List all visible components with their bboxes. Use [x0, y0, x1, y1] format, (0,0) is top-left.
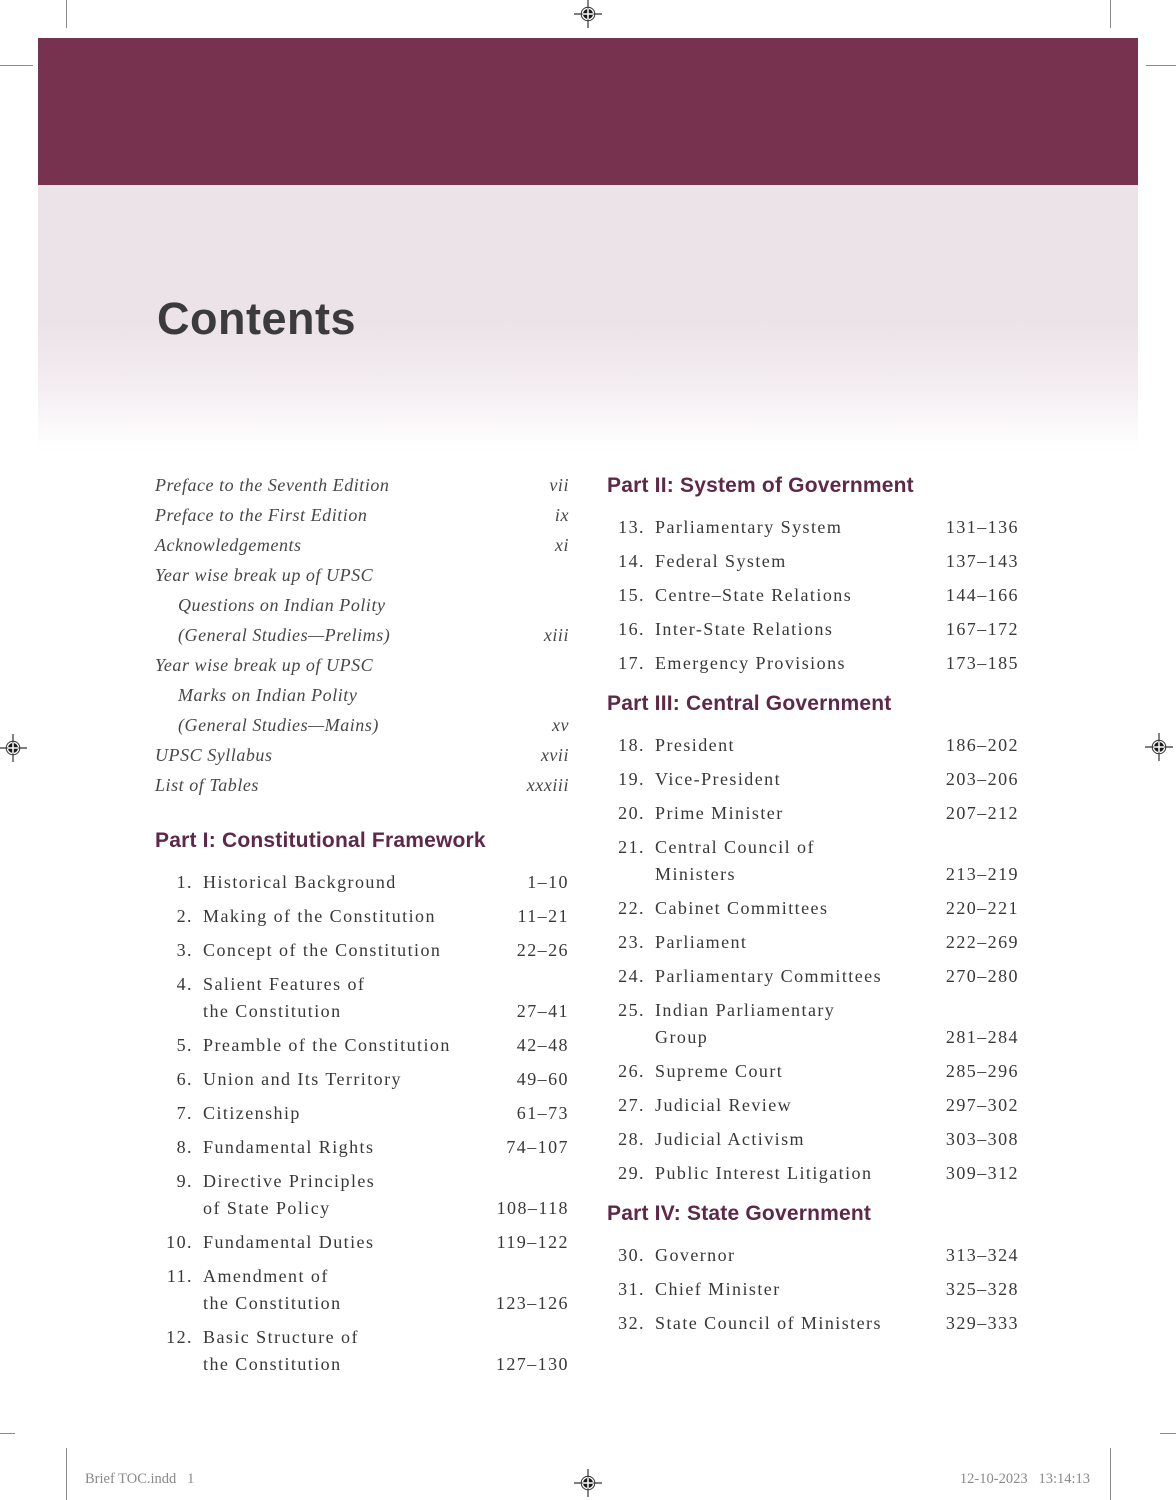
chapter-page-range: 186–202 — [945, 735, 1019, 755]
chapter-title — [203, 937, 517, 964]
registration-mark-icon — [1145, 733, 1173, 761]
chapter-page-range: 325–328 — [945, 1279, 1019, 1299]
toc-entry — [607, 1058, 1019, 1085]
chapter-title — [203, 1229, 497, 1256]
front-matter-line: Preface to the First Edition — [155, 505, 368, 525]
front-matter-page-number: xi — [554, 535, 569, 555]
chapter-number: 25. — [618, 1000, 645, 1020]
front-matter-item — [155, 650, 569, 740]
page-title: Contents — [157, 293, 356, 344]
crop-mark — [0, 1433, 15, 1434]
chapter-title-line: Governor — [655, 1245, 736, 1265]
chapter-title-line: Parliament — [655, 932, 748, 952]
chapter-number: 2. — [176, 906, 193, 926]
front-matter-page-number: xiii — [543, 625, 569, 645]
toc-entry — [155, 1229, 569, 1256]
chapter-title-line: Supreme Court — [655, 1061, 784, 1081]
front-matter-item — [155, 740, 569, 770]
chapter-title-line: Fundamental Duties — [203, 1232, 375, 1252]
toc-entry — [155, 1032, 569, 1059]
chapter-number: 19. — [618, 769, 645, 789]
chapter-number: 20. — [618, 803, 645, 823]
chapter-page-range: 137–143 — [945, 551, 1019, 571]
chapter-page-range: 203–206 — [945, 769, 1019, 789]
front-matter-item — [155, 530, 569, 560]
toc-entry — [155, 903, 569, 930]
chapter-title-line: of State Policy — [203, 1198, 331, 1218]
front-matter-title — [155, 740, 541, 770]
chapter-page-range: 222–269 — [945, 932, 1019, 952]
part-heading: Part III: Central Government — [607, 692, 892, 715]
chapter-title — [203, 1032, 517, 1059]
chapter-page-range: 303–308 — [945, 1129, 1019, 1149]
toc-entry — [607, 514, 1019, 541]
front-matter-section — [155, 470, 569, 800]
toc-entry — [607, 650, 1019, 677]
chapter-page-range: 61–73 — [516, 1103, 569, 1123]
chapter-number: 13. — [618, 517, 645, 537]
chapter-title — [655, 732, 946, 759]
front-matter-line: (General Studies—Mains) — [178, 715, 379, 735]
toc-entry — [607, 616, 1019, 643]
chapter-number: 11. — [166, 1266, 193, 1286]
chapter-title — [655, 997, 946, 1051]
front-matter-line: Year wise break up of UPSC — [155, 565, 374, 585]
chapter-title — [655, 1310, 946, 1337]
chapter-title — [203, 1100, 517, 1127]
toc-column-right — [607, 470, 1019, 1344]
chapter-title — [655, 766, 946, 793]
chapter-number: 30. — [618, 1245, 645, 1265]
chapter-title-line: the Constitution — [203, 1293, 342, 1313]
chapter-title-line: Judicial Review — [655, 1095, 793, 1115]
chapter-number: 23. — [618, 932, 645, 952]
footer-timestamp: 12-10-2023 13:14:13 — [959, 1471, 1090, 1487]
chapter-title-line: Union and Its Territory — [203, 1069, 402, 1089]
chapter-page-range: 123–126 — [495, 1293, 569, 1313]
chapter-title-line: Vice-President — [655, 769, 782, 789]
chapter-title — [655, 1058, 946, 1085]
toc-entry — [607, 1092, 1019, 1119]
chapter-title — [655, 1242, 946, 1269]
chapter-page-range: 1–10 — [527, 872, 569, 892]
crop-mark — [66, 0, 67, 28]
front-matter-title — [155, 560, 544, 650]
part-heading: Part IV: State Government — [607, 1202, 872, 1225]
front-matter-item — [155, 470, 569, 500]
chapter-title-line: the Constitution — [203, 1354, 342, 1374]
chapter-title — [203, 1263, 496, 1317]
chapter-page-range: 11–21 — [517, 906, 569, 926]
chapter-title-line: Indian Parliamentary — [655, 1000, 836, 1020]
registration-mark-icon — [574, 0, 602, 28]
chapter-page-range: 220–221 — [945, 898, 1019, 918]
chapter-number: 4. — [176, 974, 193, 994]
toc-entry — [607, 548, 1019, 575]
chapter-title — [655, 1276, 946, 1303]
chapter-title — [655, 1126, 946, 1153]
toc-entry — [155, 971, 569, 1025]
chapter-number: 10. — [166, 1232, 193, 1252]
chapter-title-line: Chief Minister — [655, 1279, 781, 1299]
chapter-title — [203, 869, 527, 896]
chapter-title — [203, 1066, 517, 1093]
chapter-title-line: Salient Features of — [203, 974, 366, 994]
toc-entry — [607, 929, 1019, 956]
chapter-title — [655, 834, 946, 888]
chapter-title — [655, 582, 946, 609]
chapter-title-line: Parliamentary System — [655, 517, 843, 537]
toc-column-left — [155, 470, 569, 1385]
chapter-title — [655, 895, 946, 922]
front-matter-item — [155, 560, 569, 650]
chapter-number: 28. — [618, 1129, 645, 1149]
front-matter-item — [155, 500, 569, 530]
chapter-page-range: 329–333 — [945, 1313, 1019, 1333]
chapter-title-line: Parliamentary Committees — [655, 966, 883, 986]
chapter-number: 3. — [176, 940, 193, 960]
chapter-title — [655, 616, 946, 643]
front-matter-title — [155, 530, 555, 560]
chapter-title — [203, 1134, 506, 1161]
chapter-title — [655, 1092, 946, 1119]
chapter-number: 9. — [176, 1171, 193, 1191]
front-matter-line: UPSC Syllabus — [155, 745, 273, 765]
chapter-page-range: 119–122 — [496, 1232, 569, 1252]
toc-entry — [155, 869, 569, 896]
chapter-number: 14. — [618, 551, 645, 571]
crop-mark — [0, 65, 33, 66]
chapter-number: 15. — [618, 585, 645, 605]
toc-entry — [607, 582, 1019, 609]
chapter-number: 21. — [618, 837, 645, 857]
front-matter-page-number: xv — [551, 715, 569, 735]
front-matter-line: Year wise break up of UPSC — [155, 655, 374, 675]
chapter-title-line: Fundamental Rights — [203, 1137, 375, 1157]
chapter-title-line: Ministers — [655, 864, 736, 884]
chapter-page-range: 74–107 — [506, 1137, 569, 1157]
toc-entry — [607, 1160, 1019, 1187]
chapter-title-line: Emergency Provisions — [655, 653, 846, 673]
chapter-number: 31. — [618, 1279, 645, 1299]
chapter-number: 5. — [176, 1035, 193, 1055]
chapter-title-line: Federal System — [655, 551, 787, 571]
chapter-title-line: the Constitution — [203, 1001, 342, 1021]
toc-entry — [607, 963, 1019, 990]
chapter-title-line: Public Interest Litigation — [655, 1163, 873, 1183]
chapter-number: 26. — [618, 1061, 645, 1081]
chapter-title — [203, 1324, 496, 1378]
front-matter-title — [155, 470, 549, 500]
part-heading: Part II: System of Government — [607, 474, 914, 497]
front-matter-line: Questions on Indian Polity — [178, 595, 386, 615]
chapter-page-range: 213–219 — [945, 864, 1019, 884]
chapter-title-line: Cabinet Committees — [655, 898, 829, 918]
toc-entry — [607, 800, 1019, 827]
front-matter-title — [155, 770, 527, 800]
chapter-page-range: 127–130 — [495, 1354, 569, 1374]
chapter-page-range: 285–296 — [945, 1061, 1019, 1081]
front-matter-item — [155, 770, 569, 800]
chapter-title-line: Group — [655, 1027, 709, 1047]
chapter-title-line: Directive Principles — [203, 1171, 376, 1191]
chapter-title-line: Basic Structure of — [203, 1327, 359, 1347]
toc-entry — [155, 1100, 569, 1127]
chapter-title-line: Concept of the Constitution — [203, 940, 442, 960]
chapter-title — [655, 650, 946, 677]
chapter-title — [655, 929, 946, 956]
front-matter-line: Acknowledgements — [155, 535, 302, 555]
chapter-number: 18. — [618, 735, 645, 755]
chapter-number: 8. — [176, 1137, 193, 1157]
chapter-page-range: 49–60 — [516, 1069, 569, 1089]
chapter-title-line: Central Council of — [655, 837, 815, 857]
chapter-page-range: 27–41 — [516, 1001, 569, 1021]
chapter-title-line: Citizenship — [203, 1103, 301, 1123]
chapter-title-line: President — [655, 735, 735, 755]
chapter-title-line: State Council of Ministers — [655, 1313, 882, 1333]
chapter-number: 24. — [618, 966, 645, 986]
chapter-title — [655, 1160, 946, 1187]
crop-mark — [1160, 1433, 1176, 1434]
chapter-title-line: Prime Minister — [655, 803, 784, 823]
toc-entry — [607, 732, 1019, 759]
chapter-number: 32. — [618, 1313, 645, 1333]
chapter-page-range: 270–280 — [945, 966, 1019, 986]
chapter-title-line: Preamble of the Constitution — [203, 1035, 451, 1055]
chapter-number: 17. — [618, 653, 645, 673]
chapter-page-range: 131–136 — [945, 517, 1019, 537]
chapter-title-line: Amendment of — [203, 1266, 329, 1286]
chapter-title-line: Centre–State Relations — [655, 585, 853, 605]
header-banner — [38, 38, 1138, 185]
chapter-page-range: 309–312 — [945, 1163, 1019, 1183]
front-matter-page-number: ix — [554, 505, 569, 525]
front-matter-title — [155, 500, 555, 530]
toc-entry — [607, 1310, 1019, 1337]
chapter-page-range: 207–212 — [945, 803, 1019, 823]
crop-mark — [1146, 65, 1176, 66]
toc-entry — [607, 1276, 1019, 1303]
toc-entry — [607, 834, 1019, 888]
front-matter-title — [155, 650, 552, 740]
chapter-number: 27. — [618, 1095, 645, 1115]
chapter-page-range: 297–302 — [945, 1095, 1019, 1115]
toc-entry — [607, 1242, 1019, 1269]
front-matter-page-number: vii — [549, 475, 569, 495]
footer-filename: Brief TOC.indd 1 — [85, 1471, 195, 1487]
chapter-title — [655, 963, 946, 990]
toc-entry — [155, 1168, 569, 1222]
chapter-number: 6. — [176, 1069, 193, 1089]
chapter-page-range: 42–48 — [516, 1035, 569, 1055]
chapter-title-line: Inter-State Relations — [655, 619, 834, 639]
front-matter-line: (General Studies—Prelims) — [178, 625, 391, 645]
registration-mark-icon — [0, 734, 27, 762]
chapter-page-range: 281–284 — [945, 1027, 1019, 1047]
crop-mark — [1110, 0, 1111, 28]
toc-entry — [155, 937, 569, 964]
chapter-title — [655, 514, 946, 541]
toc-entry — [607, 895, 1019, 922]
front-matter-page-number: xvii — [540, 745, 569, 765]
chapter-number: 7. — [176, 1103, 193, 1123]
chapter-page-range: 173–185 — [945, 653, 1019, 673]
toc-entry — [607, 766, 1019, 793]
chapter-number: 12. — [166, 1327, 193, 1347]
chapter-title — [655, 548, 946, 575]
chapter-title — [203, 903, 517, 930]
toc-entry — [607, 1126, 1019, 1153]
front-matter-line: List of Tables — [155, 775, 259, 795]
toc-entry — [155, 1066, 569, 1093]
chapter-page-range: 22–26 — [516, 940, 569, 960]
chapter-title — [203, 1168, 497, 1222]
chapter-number: 29. — [618, 1163, 645, 1183]
toc-entry — [155, 1324, 569, 1378]
chapter-title-line: Historical Background — [203, 872, 397, 892]
chapter-number: 1. — [176, 872, 193, 892]
front-matter-line: Preface to the Seventh Edition — [155, 475, 390, 495]
toc-entry — [155, 1263, 569, 1317]
chapter-number: 22. — [618, 898, 645, 918]
registration-mark-icon — [574, 1469, 602, 1497]
front-matter-page-number: xxxiii — [526, 775, 569, 795]
chapter-page-range: 313–324 — [945, 1245, 1019, 1265]
toc-entry — [607, 997, 1019, 1051]
chapter-title — [203, 971, 517, 1025]
part-heading: Part I: Constitutional Framework — [155, 829, 486, 852]
chapter-page-range: 108–118 — [496, 1198, 569, 1218]
chapter-page-range: 167–172 — [945, 619, 1019, 639]
chapter-number: 16. — [618, 619, 645, 639]
toc-entry — [155, 1134, 569, 1161]
chapter-title-line: Making of the Constitution — [203, 906, 436, 926]
chapter-title-line: Judicial Activism — [655, 1129, 805, 1149]
chapter-page-range: 144–166 — [945, 585, 1019, 605]
front-matter-line: Marks on Indian Polity — [178, 685, 358, 705]
chapter-title — [655, 800, 946, 827]
